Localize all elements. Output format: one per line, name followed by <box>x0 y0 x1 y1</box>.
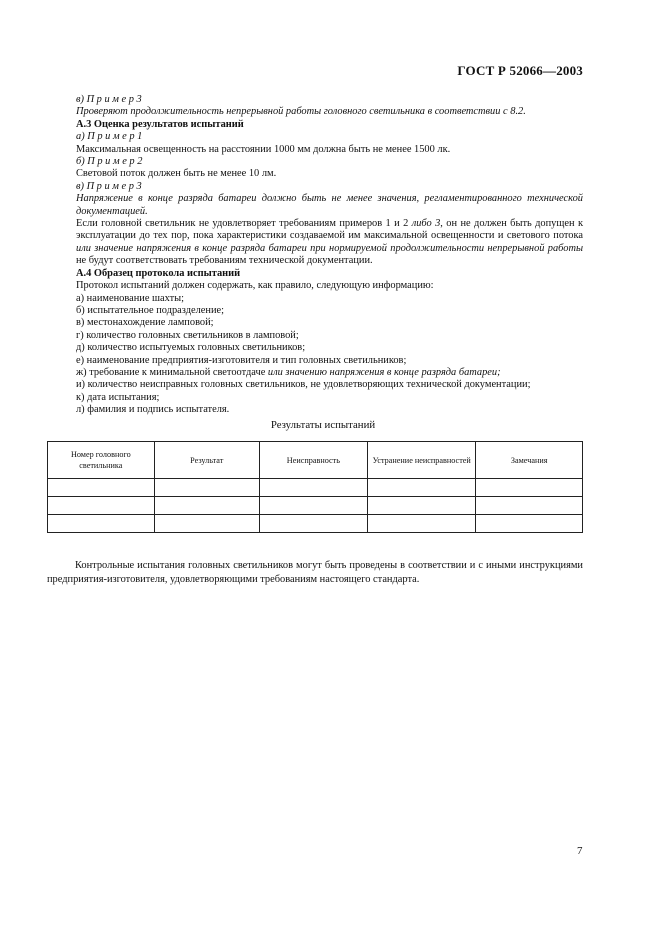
list-item: б) испытательное подразделение; <box>76 304 225 316</box>
results-table <box>47 441 583 533</box>
para-text-5: не будут соответствовать требованиям технической документации. <box>76 255 373 267</box>
list-item-zh-italic: или значению напряжения в конце разряда батареи; <box>267 366 501 378</box>
table-cell <box>476 479 583 497</box>
closing-paragraph <box>47 559 583 587</box>
section-a3-heading: А.3 Оценка результатов испытаний <box>76 118 244 130</box>
list-item: л) фамилия и подпись испытателя. <box>76 404 230 416</box>
list-item: д) количество испытуемых головных светильников; <box>76 342 306 354</box>
table-row <box>48 515 583 533</box>
table-cell <box>367 515 476 533</box>
list-item: е) наименование предприятия-изготовителя и тип головных светильников; <box>76 354 407 366</box>
table-row <box>48 497 583 515</box>
a3-example-2-label: б) П р и м е р 2 <box>76 156 143 168</box>
document-body <box>76 94 583 417</box>
table-cell <box>154 479 259 497</box>
para-text-1: Если головной светильник не удовлетворяет требованиям примеров 1 и 2 <box>76 218 412 230</box>
table-header-row <box>48 442 583 479</box>
header-lamp-number: Номер головного светильника <box>48 442 155 479</box>
table-cell <box>48 479 155 497</box>
evaluation-paragraph <box>76 218 583 268</box>
table-cell <box>48 515 155 533</box>
para-text-2: либо 3 <box>411 218 441 230</box>
list-item: в) местонахождение ламповой; <box>76 317 214 329</box>
para-text-4: или значение напряжения в конце разряда батареи при нормируемой продолжительности непрерывной работы <box>76 242 583 254</box>
list-item: а) наименование шахты; <box>76 292 185 304</box>
table-cell <box>259 497 367 515</box>
table-cell <box>367 497 476 515</box>
list-item-zh-text: ж) требование к минимальной светоотдаче <box>76 366 268 378</box>
page-number: 7 <box>577 845 583 857</box>
a3-example-1-text: Максимальная освещенность на расстоянии 1000 мм должна быть не менее 1500 лк. <box>76 143 451 155</box>
document-number: ГОСТ Р 52066—2003 <box>457 63 583 78</box>
header-remarks: Замечания <box>476 442 583 479</box>
table-row <box>48 479 583 497</box>
table-cell <box>259 515 367 533</box>
table-cell <box>476 515 583 533</box>
table-cell <box>154 515 259 533</box>
table-caption <box>0 419 661 431</box>
example-3-text: Проверяют продолжительность непрерывной работы головного светильника в соответствии с 8.2. <box>76 106 526 118</box>
table-cell <box>259 479 367 497</box>
table-cell <box>48 497 155 515</box>
a3-example-3-text: Напряжение в конце разряда батареи должно быть не менее значения, регламентированного технической документацией. <box>76 193 583 217</box>
a3-example-2-text: Световой поток должен быть не менее 10 лм. <box>76 168 277 180</box>
list-item: к) дата испытания; <box>76 391 160 403</box>
section-a4-heading: А.4 Образец протокола испытаний <box>76 267 241 279</box>
example-3-label: в) П р и м е р 3 <box>76 94 142 105</box>
header-fault: Неисправность <box>259 442 367 479</box>
header-result: Результат <box>154 442 259 479</box>
list-item: и) количество неисправных головных светильников, не удовлетворяющих технической документации; <box>76 379 531 391</box>
table-cell <box>367 479 476 497</box>
a3-example-3-label: в) П р и м е р 3 <box>76 180 142 192</box>
table-caption-text: Результаты испытаний <box>270 419 376 431</box>
para-text-3: , он не должен быть допущен к эксплуатации до тех пор, пока характеристики создаваемой им максимальной освещенности и светового потока <box>76 218 583 242</box>
closing-text: Контрольные испытания головных светильников могут быть проведены в соответствии и с иными инструкциями предприятия-изготовителя, удовлетворяющими требованиям настоящего стандарта. <box>47 560 583 586</box>
table-cell <box>154 497 259 515</box>
list-item: г) количество головных светильников в ламповой; <box>76 329 299 341</box>
header-fault-fix: Устранение неисправностей <box>367 442 476 479</box>
a3-example-1-label: а) П р и м е р 1 <box>76 131 143 143</box>
a4-intro: Протокол испытаний должен содержать, как правило, следующую информацию: <box>76 280 434 292</box>
table-cell <box>476 497 583 515</box>
list-item <box>76 367 583 379</box>
